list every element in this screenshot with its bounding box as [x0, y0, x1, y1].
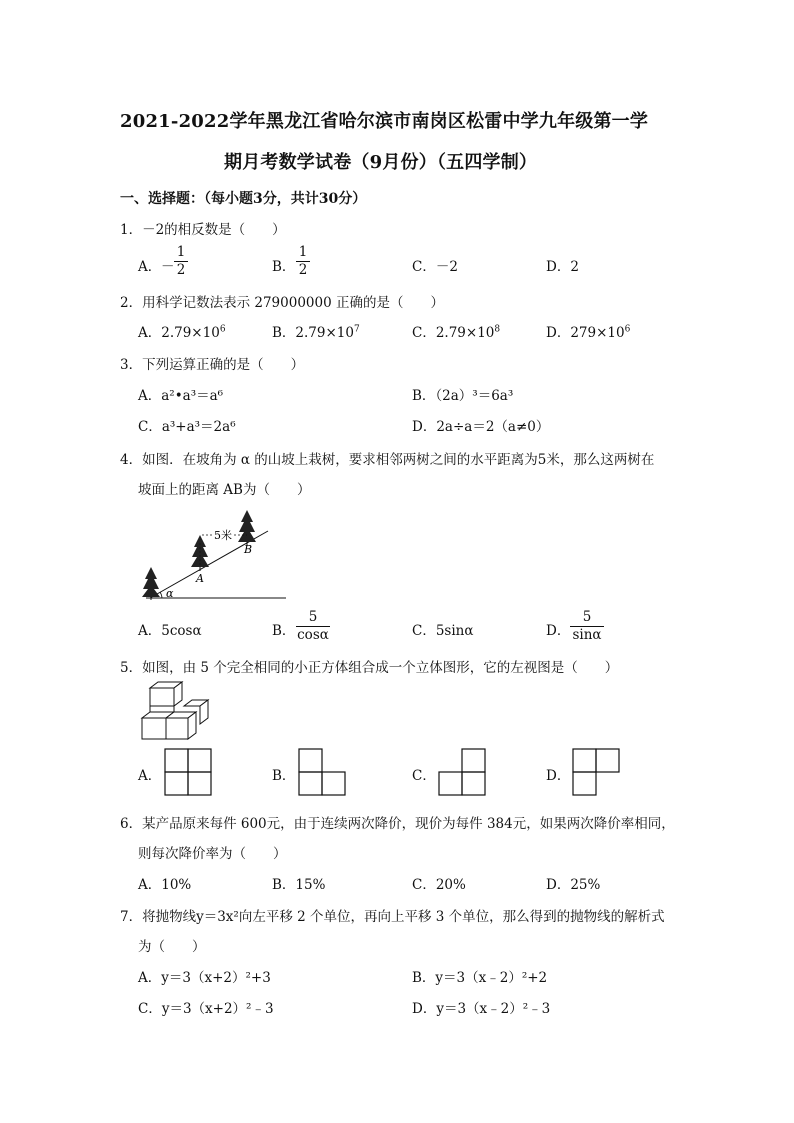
q7-option-d: D．y＝3（x﹣2）²﹣3 — [412, 1001, 551, 1017]
q4-option-a: A．5cosα — [138, 623, 202, 639]
angle-alpha-label: α — [166, 587, 174, 600]
q6-option-d: D．25% — [546, 877, 601, 893]
q5-option-c-label: C． — [412, 768, 436, 784]
q3-stem: 3．下列运算正确的是（ ） — [120, 357, 305, 373]
cube-stack-figure — [138, 680, 218, 742]
q4-option-b-fraction — [296, 609, 330, 644]
q7-stem-line2: 为（ ） — [138, 939, 206, 955]
point-b-label: B — [244, 543, 253, 556]
q6-stem-line1: 6．某产品原来每件 600元，由于连续两次降价，现价为每件 384元，如果两次降价率相同， — [120, 816, 675, 832]
q2-option-d: D．$279\times 10^6$ — [546, 324, 631, 341]
exam-title-line2: 期月考数学试卷（9月份）（五四学制） — [224, 152, 538, 173]
q4-b-numerator: 5 — [308, 609, 318, 625]
q4-option-b-label: B． — [272, 623, 296, 639]
q4-option-d-label: D． — [546, 623, 571, 639]
q3-option-b: B．（2a）³＝6a³ — [412, 388, 514, 404]
q1-stem: 1．－2的相反数是（ ） — [120, 222, 286, 238]
tree-icon — [142, 567, 160, 600]
q6-option-b: B．15% — [272, 877, 326, 893]
q7-option-c: C．y＝3（x+2）²﹣3 — [138, 1001, 274, 1017]
q3-option-c: C．a³+a³＝2a⁶ — [138, 419, 236, 435]
q4-d-denominator: sinα — [570, 626, 604, 644]
q3-option-a: A．a²•a³＝a⁶ — [138, 388, 224, 404]
q7-stem-line1: 7．将抛物线y＝3x²向左平移 2 个单位，再向上平移 3 个单位，那么得到的抛物线的解析式 — [120, 909, 665, 925]
slope-figure — [138, 505, 298, 605]
q7-option-a: A．y＝3（x+2）²+3 — [138, 970, 271, 986]
q7-option-b: B．y＝3（x﹣2）²+2 — [412, 970, 548, 986]
q2-option-a: A．$2.79\times 10^6$ — [138, 324, 226, 341]
q1-option-a-sign: － — [161, 259, 175, 275]
q1-option-b-fraction — [296, 244, 310, 279]
q1-option-c: C．－2 — [412, 259, 458, 275]
q1-a-numerator: 1 — [176, 244, 186, 260]
q4-b-denominator: cosα — [297, 627, 329, 643]
q1-b-numerator: 1 — [298, 244, 308, 260]
q2-option-c: C．$2.79\times 10^8$ — [412, 324, 501, 341]
q5-option-a-view — [164, 748, 214, 798]
q5-stem: 5．如图，由 5 个完全相同的小正方体组合成一个立体图形，它的左视图是（ ） — [120, 660, 619, 676]
q5-option-b-view — [298, 748, 348, 798]
exam-title-line1: 2021-2022学年黑龙江省哈尔滨市南岗区松雷中学九年级第一学 — [120, 111, 649, 132]
point-a-label: A — [196, 572, 204, 585]
q1-a-denominator: 2 — [174, 261, 188, 279]
section-heading: 一、选择题：（每小题3分，共计30分） — [120, 191, 367, 207]
q6-stem-line2: 则每次降价率为（ ） — [138, 846, 287, 862]
q5-option-d-view — [572, 748, 622, 798]
q3-option-d: D．2a÷a＝2（a≠0） — [412, 419, 550, 435]
q1-option-d: D．2 — [546, 259, 579, 275]
q4-d-numerator: 5 — [582, 609, 592, 625]
q5-option-a-label: A． — [138, 768, 162, 784]
tree-icon — [238, 510, 256, 546]
q1-option-a-fraction — [174, 244, 188, 279]
q6-option-c: C．20% — [412, 877, 466, 893]
q6-option-a: A．10% — [138, 877, 192, 893]
q4-option-c: C．5sinα — [412, 623, 474, 639]
q5-option-b-label: B． — [272, 768, 296, 784]
q1-b-denominator: 2 — [296, 261, 310, 279]
q5-option-d-label: D． — [546, 768, 571, 784]
q2-stem: 2．用科学记数法表示 279000000 正确的是（ ） — [120, 295, 444, 311]
distance-label: 5米 — [214, 529, 232, 542]
q5-option-c-view — [438, 748, 488, 798]
q2-option-b: B．$2.79\times 10^7$ — [272, 324, 360, 341]
q4-option-d-fraction — [570, 609, 604, 644]
q4-stem-line1: 4．如图．在坡角为 α 的山坡上栽树，要求相邻两树之间的水平距离为5米，那么这两树在 — [120, 452, 655, 468]
q1-option-b-label: B． — [272, 259, 296, 275]
q4-stem-line2: 坡面上的距离 AB为（ ） — [138, 482, 311, 498]
q1-option-a-label: A． — [138, 259, 162, 275]
angle-arc — [160, 592, 162, 598]
